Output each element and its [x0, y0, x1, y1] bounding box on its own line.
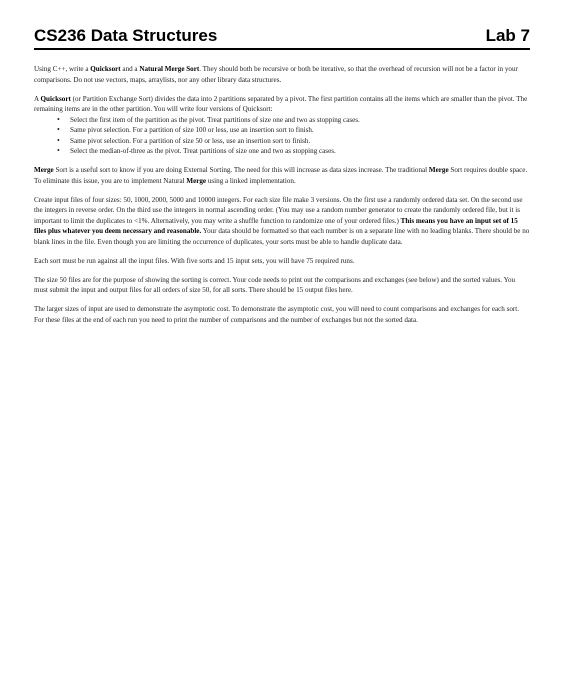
intro-text-1: Using C++, write a [34, 65, 91, 73]
input-files-text-1: Create input files of four sizes: 50, 1000, 2000, 5000 and 10000 integers. For each size file make 3 versions. On the first use a randomly ordered data set. On the second use the integers in reverse order. On the third use the integers in normal ascending order. (You may use a random number generator to create the randomly ordered file, but it is important to limit the duplicates to <1%. Alternatively, you may write a shuffle function to randomize one of your ordered files.) [34, 195, 523, 225]
document-header [34, 26, 530, 50]
list-item: • Select the median-of-three as the pivot. Treat partitions of size one and two as stopping cases. [70, 146, 530, 157]
quicksort-text-2: (or Partition Exchange Sort) divides the data into 2 partitions separated by a pivot. The first partition contains all the items which are smaller than the pivot. The remaining items are in the other partition. You will write four versions of Quicksort: [34, 94, 528, 113]
merge-text-3: using a linked implementation. [206, 176, 296, 185]
quicksort-bold: Quicksort [40, 94, 71, 103]
quicksort-section [34, 94, 530, 157]
merge-text-1: Sort is a useful sort to know if you are doing External Sorting. The need for this will increase as data sizes increase. The traditional [53, 166, 429, 174]
intro-paragraph [34, 64, 530, 85]
merge-paragraph [34, 165, 530, 186]
list-item: • Same pivot selection. For a partition of size 100 or less, use an insertion sort to finish. [70, 125, 530, 136]
merge-bold-2: Merge [428, 166, 449, 174]
merge-bold-3: Merge [186, 176, 207, 185]
intro-text-3: . They should both be recursive or both be iterative, so that the overhead of recursion will not be a factor in your comparisons. Do not use vectors, maps, arraylists, nor any other library data structures. [34, 65, 518, 84]
lab-number: Lab 7 [485, 26, 530, 45]
course-title: CS236 Data Structures [34, 26, 218, 45]
input-files-text-2: Your data should be formatted so that each number is on a separate line with no leading blanks. There should be no blank lines in the file. Even though you are limiting the occurrence of duplicates, your sorts must be able to handle duplicate data. [34, 227, 530, 246]
list-item: • Same pivot selection. For a partition of size 50 or less, use an insertion sort to finish. [70, 136, 530, 147]
header-rule [34, 48, 530, 50]
quicksort-text-1: A [34, 94, 41, 103]
input-files-bold: This means you have an input set of 15 files plus whatever you deem necessary and reasonable. [34, 216, 518, 235]
quicksort-paragraph [34, 94, 530, 115]
quicksort-versions-list [34, 115, 530, 157]
intro-natural-merge-bold: Natural Merge Sort [139, 65, 200, 73]
runs-paragraph: Each sort must be run against all the input files. With five sorts and 15 input sets, you will have 75 required runs. [34, 256, 355, 265]
input-files-paragraph [34, 195, 530, 248]
merge-text-2: Sort requires double space. To eliminate this issue, you are to implement Natural [34, 166, 528, 185]
intro-quicksort-bold: Quicksort [90, 65, 121, 73]
intro-text-2: and a [120, 65, 140, 73]
merge-bold-1: Merge [34, 166, 54, 174]
asymptotic-paragraph: The larger sizes of input are used to demonstrate the asymptotic cost. To demonstrate the asymptotic cost, you will need to count comparisons and exchanges for each sort. For these files at the end of each run you need to print the number of comparisons and the number of exchanges but not the sorted data. [34, 305, 520, 324]
list-item: • Select the first item of the partition as the pivot. Treat partitions of size one and two as stopping cases. [70, 115, 530, 126]
size-50-paragraph: The size 50 files are for the purpose of showing the sorting is correct. Your code needs to print out the comparisons and exchanges (see below) and the sorted values. You must submit the input and output files for all orders of size 50, for all sorts. There should be 15 output files here. [34, 275, 516, 294]
assignment-body [34, 64, 530, 334]
